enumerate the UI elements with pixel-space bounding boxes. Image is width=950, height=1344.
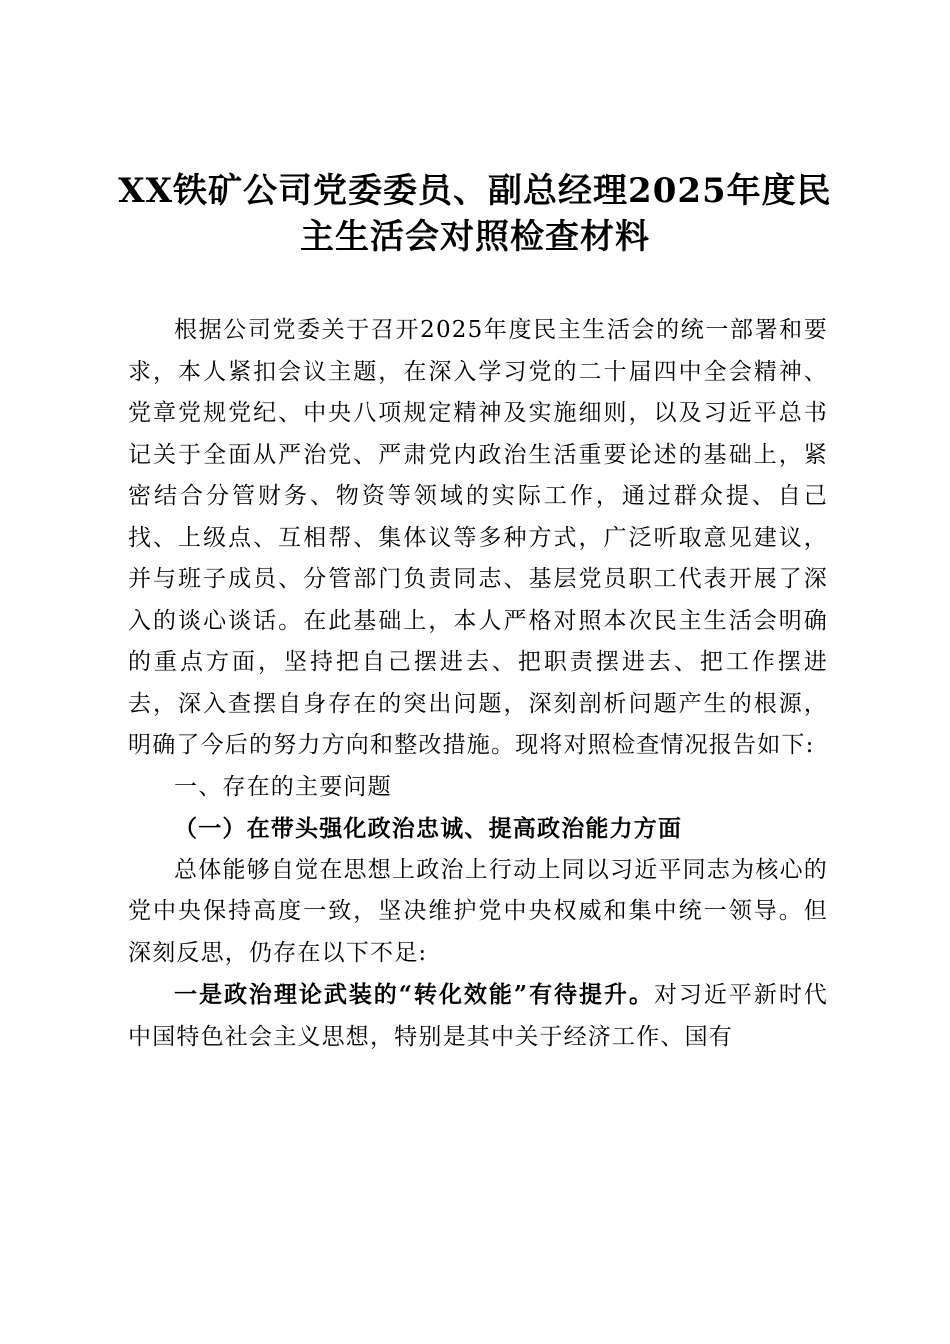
document-title: [110, 168, 840, 260]
title-line-1: XX铁矿公司党委委员、副总经理2025年度民: [118, 171, 832, 211]
point-lead-1: 一是政治理论武装的“转化效能”有待提升。: [174, 981, 654, 1008]
section-heading-1: 一、存在的主要问题: [174, 773, 392, 800]
title-line-2: 主生活会对照检查材料: [300, 217, 650, 257]
point-text-1: 对习近平新时代中国特色社会主义思想，特别是其中关于经济工作、国有: [128, 982, 828, 1050]
point-paragraph-1: [128, 974, 828, 1058]
subsection-paragraph-1: 总体能够自觉在思想上政治上行动上同以习近平同志为核心的党中央保持高度一致，坚决维护党中央权威和集中统一领导。但深刻反思，仍存在以下不足:: [128, 856, 828, 966]
document-body: [128, 310, 828, 1058]
intro-paragraph: 根据公司党委关于召开2025年度民主生活会的统一部署和要求，本人紧扣会议主题，在深入学习党的二十届四中全会精神、党章党规党纪、中央八项规定精神及实施细则，以及习近平总书记关于全面从严治党、严肃党内政治生活重要论述的基础上，紧密结合分管财务、物资等领域的实际工作，通过群众提、自己找、上级点、互相帮、集体议等多种方式，广泛听取意见建议，并与班子成员、分管部门负责同志、基层党员职工代表开展了深入的谈心谈话。在此基础上，本人严格对照本次民主生活会明确的重点方面，坚持把自己摆进去、把职责摆进去、把工作摆进去，深入查摆自身存在的突出问题，深刻剖析问题产生的根源，明确了今后的努力方向和整改措施。现将对照检查情况报告如下:: [128, 317, 828, 758]
subsection-heading-1: （一）在带头强化政治忠诚、提高政治能力方面: [174, 815, 683, 842]
